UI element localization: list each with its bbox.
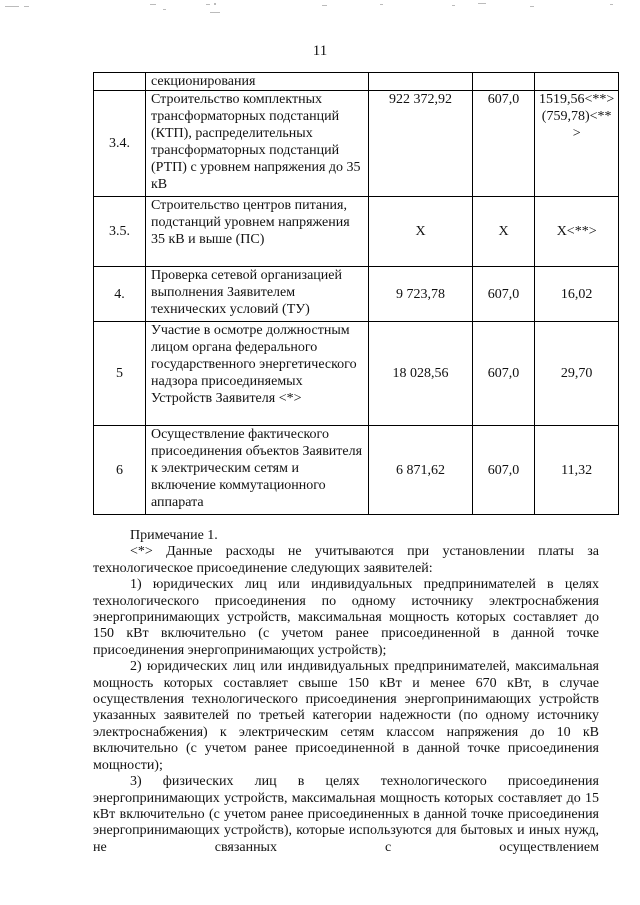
row-number: 4. (94, 267, 146, 322)
row-rate (535, 73, 619, 91)
page-number: 11 (312, 43, 328, 59)
row-capacity (473, 73, 535, 91)
row-rate: 29,70 (535, 322, 619, 426)
row-number: 3.5. (94, 197, 146, 267)
row-capacity: 607,0 (473, 267, 535, 322)
row-rate: 16,02 (535, 267, 619, 322)
row-capacity: X (473, 197, 535, 267)
fee-table (93, 72, 619, 515)
row-capacity: 607,0 (473, 91, 535, 197)
note-item: 2) юридических лиц или индивидуальных предпринимателей, максимальная мощность которых составляет свыше 150 кВт и менее 670 кВт, в случае осуществления технологического присоединения энергопринимающих устройств указанных заявителей по третьей категории надежности (по одному источнику электроснабжения) к электрическим сетям классом напряжения до 10 кВ включительно (с учетом ранее присоединенной в данной точке присоединения мощности); (93, 659, 599, 773)
row-number (94, 73, 146, 91)
row-number: 6 (94, 426, 146, 515)
row-description: Осуществление фактического присоединения объектов Заявителя к электрическим сетям и включение коммутационного аппарата (146, 426, 369, 515)
row-number: 3.4. (94, 91, 146, 197)
table-row (94, 322, 619, 426)
table-row (94, 73, 619, 91)
table-row (94, 91, 619, 197)
row-description: секционирования (146, 73, 369, 91)
row-capacity: 607,0 (473, 426, 535, 515)
row-description: Участие в осмотре должностным лицом органа федерального государственного энергетического надзора присоединяемых Устройств Заявителя <*> (146, 322, 369, 426)
scan-artifact-marks (0, 0, 640, 14)
table-row (94, 426, 619, 515)
note-intro: <*> Данные расходы не учитываются при установлении платы за технологическое присоединение следующих заявителей: (93, 544, 599, 576)
row-number: 5 (94, 322, 146, 426)
note-section (93, 528, 599, 856)
note-title: Примечание 1. (130, 528, 218, 543)
row-capacity: 607,0 (473, 322, 535, 426)
row-description: Проверка сетевой организацией выполнения Заявителем технических условий (ТУ) (146, 267, 369, 322)
row-rate: 11,32 (535, 426, 619, 515)
table-row (94, 267, 619, 322)
row-cost (369, 73, 473, 91)
row-cost: 6 871,62 (369, 426, 473, 515)
row-description: Строительство центров питания, подстанций уровнем напряжения 35 кВ и выше (ПС) (146, 197, 369, 267)
table-row (94, 197, 619, 267)
note-item: 1) юридических лиц или индивидуальных предпринимателей в целях технологического присоединения по одному источнику электроснабжения энергопринимающих устройств, максимальная мощность которых составляет до 150 кВт включительно (с учетом ранее присоединенной в данной точке присоединения энергопринимающих устройств); (93, 577, 599, 658)
note-item: 3) физических лиц в целях технологического присоединения энергопринимающих устройств, максимальная мощность которых составляет до 15 кВт включительно (с учетом ранее присоединенных в данной точке присоединения энергопринимающих устройств), которые используются для бытовых и иных нужд, не связанных с осуществлением (93, 774, 599, 855)
row-rate: X<**> (535, 197, 619, 267)
row-cost: 922 372,92 (369, 91, 473, 197)
row-cost: 9 723,78 (369, 267, 473, 322)
row-rate: 1519,56<**> (759,78)<** > (535, 91, 619, 197)
row-description: Строительство комплектных трансформаторных подстанций (КТП), распределительных трансформаторных подстанций (РТП) с уровнем напряжения до 35 кВ (146, 91, 369, 197)
row-cost: X (369, 197, 473, 267)
row-cost: 18 028,56 (369, 322, 473, 426)
